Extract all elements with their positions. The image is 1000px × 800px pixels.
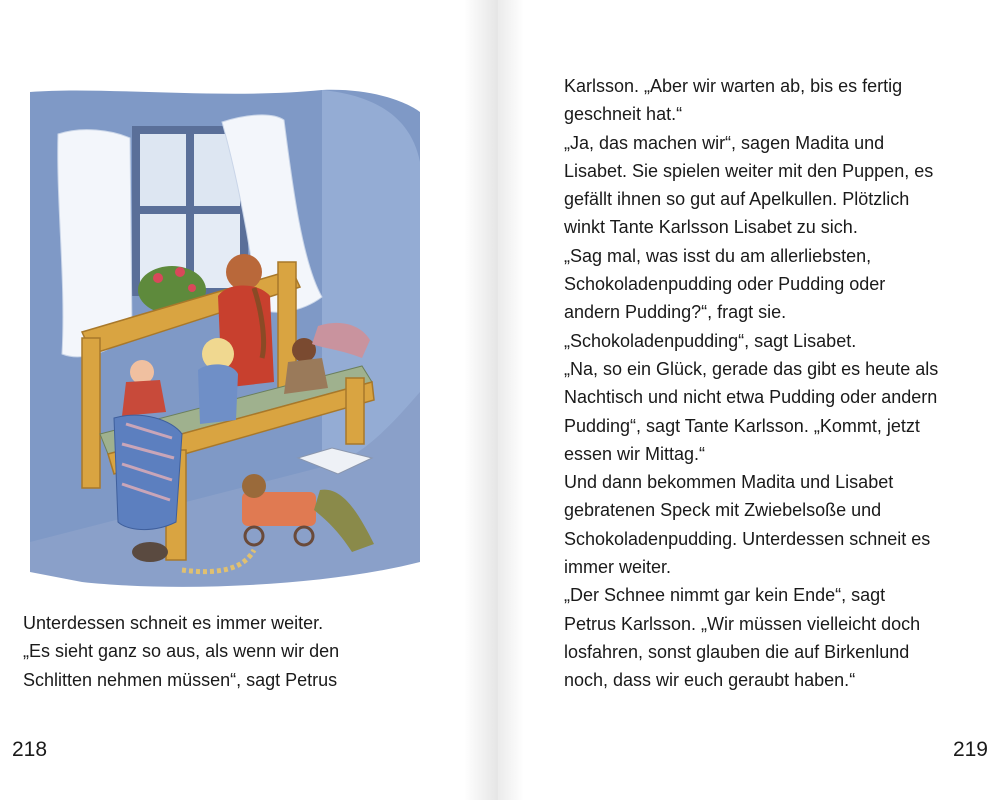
doll-head	[292, 338, 316, 362]
plant-flower	[188, 284, 196, 292]
text-line: geschneit hat.“	[564, 104, 683, 125]
illustration-children-on-bench	[22, 82, 424, 594]
text-line: gebratenen Speck mit Zwiebelsoße und	[564, 500, 882, 521]
page-number-left: 218	[12, 738, 48, 761]
plant-flower	[175, 267, 185, 277]
doll-dress	[122, 380, 166, 416]
text-line: andern Pudding?“, fragt sie.	[564, 302, 787, 323]
text-line: Lisabet. Sie spielen weiter mit den Puppen, es	[564, 160, 934, 181]
girl-hair	[226, 254, 262, 290]
right-page	[498, 0, 1000, 800]
bench-leg	[346, 378, 364, 444]
doll-dress	[284, 358, 328, 394]
teddy-bear	[242, 474, 266, 498]
text-line: Unterdessen schneit es immer weiter.	[23, 613, 324, 633]
text-line: „Schokoladenpudding“, sagt Lisabet.	[564, 330, 857, 351]
text-line: Schlitten nehmen müssen“, sagt Petrus	[23, 669, 338, 690]
text-line: Karlsson. „Aber wir warten ab, bis es fertig	[564, 76, 903, 96]
text-line: losfahren, sonst glauben die auf Birkenlund	[564, 641, 910, 662]
text-line: immer weiter.	[564, 557, 672, 578]
plant-flower	[153, 273, 163, 283]
window-pane	[140, 134, 186, 206]
text-line: „Ja, das machen wir“, sagen Madita und	[564, 132, 885, 153]
text-line: essen wir Mittag.“	[564, 443, 706, 464]
left-page-text	[23, 609, 339, 694]
child-blue-clothes	[198, 364, 238, 424]
text-line: Petrus Karlsson. „Wir müssen vielleicht doch	[564, 613, 921, 634]
text-line: „Na, so ein Glück, gerade das gibt es heute als	[564, 358, 939, 379]
text-line: Pudding“, sagt Tante Karlsson. „Kommt, jetzt	[564, 415, 920, 436]
text-line: Und dann bekommen Madita und Lisabet	[564, 472, 894, 493]
page-number-right: 219	[952, 738, 988, 761]
text-line: „Es sieht ganz so aus, als wenn wir den	[23, 641, 340, 662]
doll-head	[130, 360, 154, 384]
text-line: Nachtisch und nicht etwa Pudding oder andern	[564, 387, 938, 408]
text-line: winkt Tante Karlsson Lisabet zu sich.	[564, 217, 858, 238]
text-line: Schokoladenpudding oder Pudding oder	[564, 274, 886, 295]
text-line: Schokoladenpudding. Unterdessen schneit es	[564, 528, 931, 549]
text-line: noch, dass wir euch geraubt haben.“	[564, 670, 856, 691]
right-page-text	[564, 72, 938, 695]
text-line: gefällt ihnen so gut auf Apelkullen. Plötzlich	[564, 189, 910, 210]
text-line: „Sag mal, was isst du am allerliebsten,	[564, 245, 872, 266]
bench-post	[82, 338, 100, 488]
text-line: „Der Schnee nimmt gar kein Ende“, sagt	[564, 585, 886, 606]
gutter-shadow	[498, 0, 524, 800]
gutter-shadow	[464, 0, 498, 800]
left-page	[0, 0, 498, 800]
doll-on-floor	[132, 542, 168, 562]
